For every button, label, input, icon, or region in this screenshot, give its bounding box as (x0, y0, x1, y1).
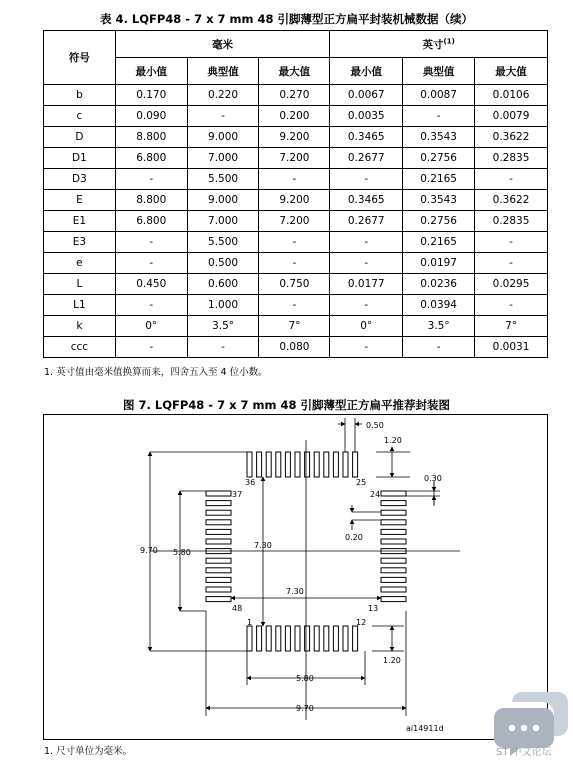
value-cell: 0.220 (187, 85, 259, 106)
value-cell: 0.3543 (403, 127, 475, 148)
pad-top (324, 452, 329, 477)
dim-9-70-vertical: 9.70 (140, 546, 158, 555)
value-cell: - (259, 253, 330, 274)
pad-bottom (353, 626, 358, 651)
value-cell: 0.600 (187, 274, 259, 295)
value-cell: 0.170 (115, 85, 187, 106)
pad-bottom (295, 626, 300, 651)
pad-bottom (266, 626, 271, 651)
value-cell: - (475, 295, 548, 316)
pad-bottom (276, 626, 281, 651)
pad-right (381, 577, 406, 582)
value-cell: 0.3622 (475, 190, 548, 211)
pad-top (247, 452, 252, 477)
value-cell: - (403, 106, 475, 127)
value-cell: 0.200 (259, 106, 330, 127)
figure-title: 图 7. LQFP48 - 7 x 7 mm 48 引脚薄型正方扁平推荐封装图 (123, 398, 450, 412)
value-cell: 0.2835 (475, 148, 548, 169)
value-cell: 9.200 (259, 127, 330, 148)
value-cell: - (259, 169, 330, 190)
value-cell: 0.270 (259, 85, 330, 106)
pad-bottom (343, 626, 348, 651)
value-cell: 0.750 (259, 274, 330, 295)
value-cell: - (187, 337, 259, 358)
value-cell: 0° (115, 316, 187, 337)
value-cell: 0.2165 (403, 232, 475, 253)
value-cell: 0.500 (187, 253, 259, 274)
value-cell: - (475, 169, 548, 190)
value-cell: 0.0236 (403, 274, 475, 295)
value-cell: 3.5° (187, 316, 259, 337)
value-cell: 7.200 (259, 148, 330, 169)
pad-top (285, 452, 290, 477)
value-cell: 7.200 (259, 211, 330, 232)
pad-left (206, 529, 231, 534)
value-cell: 0.0177 (330, 274, 403, 295)
value-cell: 7.000 (187, 148, 259, 169)
value-cell: - (403, 337, 475, 358)
pad-top (295, 452, 300, 477)
value-cell: 0.0087 (403, 85, 475, 106)
table-title: 表 4. LQFP48 - 7 x 7 mm 48 引脚薄型正方扁平封装机械数据（续） (100, 12, 473, 26)
value-cell: 0.2756 (403, 148, 475, 169)
value-cell: 0.3465 (330, 190, 403, 211)
symbol-cell: D (44, 127, 116, 148)
value-cell: 9.200 (259, 190, 330, 211)
figure-footnote: 1. 尺寸单位为毫米。 (44, 746, 133, 757)
symbol-cell: c (44, 106, 116, 127)
symbol-cell: E (44, 190, 116, 211)
value-cell: - (330, 253, 403, 274)
value-cell: 1.000 (187, 295, 259, 316)
pad-right (381, 491, 406, 496)
pad-bottom (247, 626, 252, 651)
value-cell: 6.800 (115, 211, 187, 232)
value-cell: 0.0197 (403, 253, 475, 274)
value-cell: 0.3622 (475, 127, 548, 148)
value-cell: 0.0067 (330, 85, 403, 106)
pad-left (206, 510, 231, 515)
value-cell: 0.0079 (475, 106, 548, 127)
value-cell: 9.000 (187, 127, 259, 148)
value-cell: 0.0031 (475, 337, 548, 358)
symbol-cell: e (44, 253, 116, 274)
table-footnote: 1. 英寸值由毫米值换算而来，四舍五入至 4 位小数。 (44, 367, 268, 378)
value-cell: - (115, 232, 187, 253)
value-cell: 0.0295 (475, 274, 548, 295)
symbol-cell: D1 (44, 148, 116, 169)
value-cell: - (115, 253, 187, 274)
pad-right (381, 520, 406, 525)
pin-label-24: 24 (370, 490, 381, 499)
mm-header: 毫米 (115, 31, 330, 58)
pad-top (343, 452, 348, 477)
pad-right (381, 568, 406, 573)
pad-bottom (285, 626, 290, 651)
pad-left (206, 568, 231, 573)
value-cell: 8.800 (115, 190, 187, 211)
pin-label-12: 12 (356, 618, 367, 627)
symbol-cell: D3 (44, 169, 116, 190)
dim-5-80-horizontal: 5.80 (296, 674, 314, 683)
dim-7-30-vertical: 7.30 (254, 541, 272, 550)
pad-right (381, 558, 406, 563)
pad-left (206, 597, 231, 602)
symbol-header: 符号 (44, 31, 116, 85)
value-cell: - (115, 295, 187, 316)
pad-top (266, 452, 271, 477)
dim-0-50: 0.50 (366, 421, 384, 430)
value-cell: 0.2835 (475, 211, 548, 232)
pad-left (206, 577, 231, 582)
sub-header-1: 典型值 (187, 58, 259, 85)
value-cell: 0.2165 (403, 169, 475, 190)
value-cell: 0.080 (259, 337, 330, 358)
value-cell: 0.0394 (403, 295, 475, 316)
pad-left (206, 558, 231, 563)
value-cell: 6.800 (115, 148, 187, 169)
value-cell: - (330, 295, 403, 316)
pad-bottom (257, 626, 262, 651)
dim-9-70-horizontal: 9.70 (296, 704, 314, 713)
symbol-cell: L (44, 274, 116, 295)
pin-label-25: 25 (356, 478, 367, 487)
sub-header-4: 典型值 (403, 58, 475, 85)
pad-left (206, 539, 231, 544)
pad-right (381, 539, 406, 544)
forum-watermark-text: ST 中文论坛 (496, 747, 552, 758)
value-cell: - (259, 232, 330, 253)
pad-top (314, 452, 319, 477)
symbol-cell: ccc (44, 337, 116, 358)
pad-right (381, 529, 406, 534)
pad-bottom (305, 626, 310, 651)
pad-top (305, 452, 310, 477)
pad-top (353, 452, 358, 477)
value-cell: 0.3543 (403, 190, 475, 211)
symbol-cell: L1 (44, 295, 116, 316)
symbol-cell: k (44, 316, 116, 337)
symbol-cell: E1 (44, 211, 116, 232)
value-cell: 0.090 (115, 106, 187, 127)
sub-header-5: 最大值 (475, 58, 548, 85)
pin-label-13: 13 (368, 604, 379, 613)
dim-7-30-horizontal: 7.30 (286, 587, 304, 596)
pad-left (206, 587, 231, 592)
value-cell: 5.500 (187, 232, 259, 253)
dim-0-30: 0.30 (424, 474, 442, 483)
pad-left (206, 491, 231, 496)
value-cell: - (330, 169, 403, 190)
value-cell: - (475, 232, 548, 253)
value-cell: - (115, 169, 187, 190)
dim-0-20: 0.20 (345, 533, 363, 542)
value-cell: 0.2756 (403, 211, 475, 232)
pad-left (206, 501, 231, 506)
value-cell: - (187, 106, 259, 127)
pad-right (381, 501, 406, 506)
pad-top (257, 452, 262, 477)
value-cell: 3.5° (403, 316, 475, 337)
pad-right (381, 587, 406, 592)
pad-bottom (324, 626, 329, 651)
symbol-cell: E3 (44, 232, 116, 253)
value-cell: 9.000 (187, 190, 259, 211)
value-cell: 0.3465 (330, 127, 403, 148)
figure-reference-id: ai14911d (406, 724, 444, 733)
value-cell: - (330, 232, 403, 253)
inch-header: 英寸$^{(1)}$ (330, 31, 548, 58)
value-cell: 0° (330, 316, 403, 337)
pin-label-48: 48 (232, 604, 243, 613)
value-cell: 0.450 (115, 274, 187, 295)
value-cell: 8.800 (115, 127, 187, 148)
value-cell: 5.500 (187, 169, 259, 190)
value-cell: 0.2677 (330, 148, 403, 169)
value-cell: - (259, 295, 330, 316)
pin-label-36: 36 (245, 478, 256, 487)
pad-right (381, 597, 406, 602)
dim-1-20-bottom: 1.20 (383, 656, 401, 665)
value-cell: 7.000 (187, 211, 259, 232)
pad-right (381, 510, 406, 515)
pad-bottom (314, 626, 319, 651)
value-cell: 7° (475, 316, 548, 337)
sub-header-2: 最大值 (259, 58, 330, 85)
value-cell: 0.2677 (330, 211, 403, 232)
value-cell: - (115, 337, 187, 358)
pad-top (333, 452, 338, 477)
pin-label-1: 1 (247, 618, 253, 627)
value-cell: 0.0035 (330, 106, 403, 127)
value-cell: 7° (259, 316, 330, 337)
pad-top (276, 452, 281, 477)
dim-5-80-vertical: 5.80 (173, 548, 191, 557)
value-cell: - (330, 337, 403, 358)
pad-bottom (333, 626, 338, 651)
pin-label-37: 37 (232, 490, 243, 499)
symbol-cell: b (44, 85, 116, 106)
sub-header-0: 最小值 (115, 58, 187, 85)
dim-1-20-top: 1.20 (384, 436, 402, 445)
pad-left (206, 520, 231, 525)
value-cell: - (475, 253, 548, 274)
value-cell: 0.0106 (475, 85, 548, 106)
sub-header-3: 最小值 (330, 58, 403, 85)
